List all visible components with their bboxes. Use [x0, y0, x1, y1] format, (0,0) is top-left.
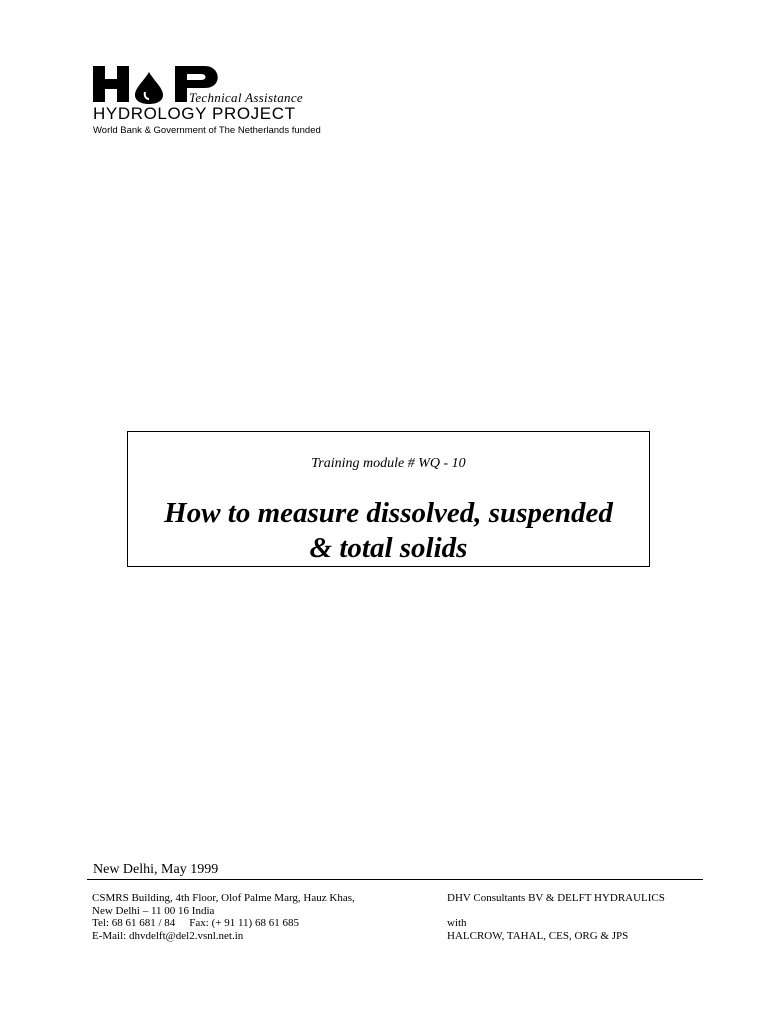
logo-title: HYDROLOGY PROJECT	[93, 104, 296, 123]
partners-line: HALCROW, TAHAL, CES, ORG & JPS	[447, 929, 629, 942]
address-line-2: New Delhi – 11 00 16 India	[92, 904, 215, 917]
fax: Fax: (+ 91 11) 68 61 685	[189, 917, 299, 929]
logo-subtitle: World Bank & Government of The Netherlands funded	[93, 125, 321, 136]
consultants-line: DHV Consultants BV & DELFT HYDRAULICS	[447, 892, 665, 904]
telephone: Tel: 68 61 681 / 84	[92, 917, 176, 929]
title-box	[127, 431, 650, 567]
footer-divider	[87, 879, 703, 880]
module-number: Training module # WQ - 10	[311, 456, 466, 471]
document-title-line-2: & total solids	[309, 532, 468, 564]
document-title-line-1: How to measure dissolved, suspended	[164, 497, 613, 529]
phone-fax-line	[92, 917, 355, 930]
address-left	[92, 892, 355, 942]
place-date: New Delhi, May 1999	[93, 862, 219, 877]
address-line-1: CSMRS Building, 4th Floor, Olof Palme Marg, Hauz Khas,	[92, 892, 355, 904]
blank-line	[447, 905, 665, 918]
logo-tagline: Technical Assistance	[189, 90, 303, 105]
hydrology-project-logo	[93, 66, 333, 140]
with-line: with	[447, 917, 467, 929]
email: E-Mail: dhvdelft@del2.vsnl.net.in	[92, 929, 244, 942]
document-title	[128, 496, 649, 566]
address-right	[447, 892, 665, 942]
